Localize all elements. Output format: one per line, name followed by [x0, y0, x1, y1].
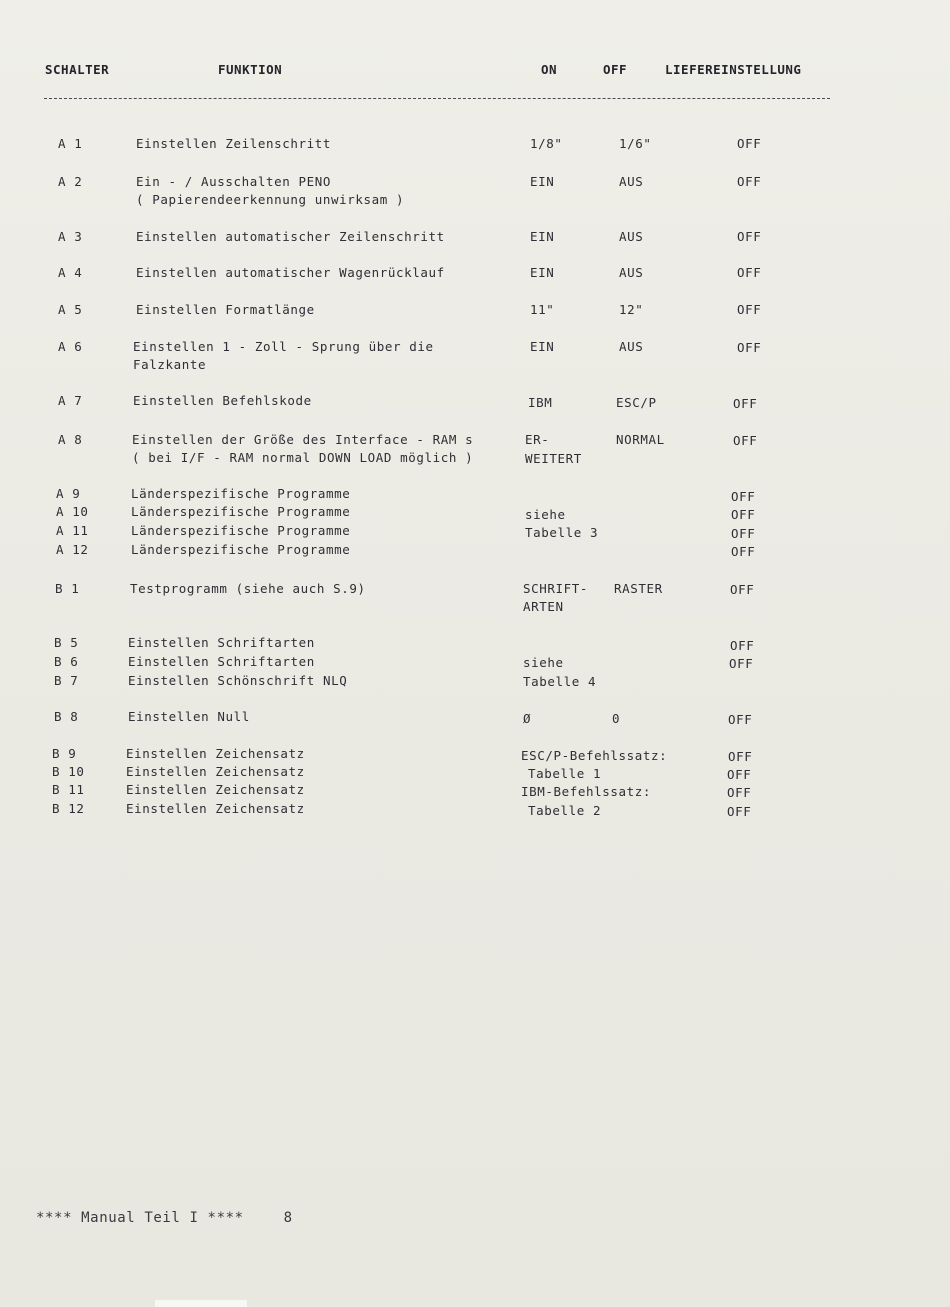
paper-scrap: [155, 1300, 247, 1307]
row-on-value: Tabelle 1: [528, 766, 602, 781]
row-default: OFF: [737, 229, 762, 244]
row-function-line2: ( Papierendeerkennung unwirksam ): [136, 192, 405, 207]
row-function: Länderspezifische Programme: [131, 542, 351, 557]
row-switch: B 1: [55, 581, 80, 596]
row-on-value: SCHRIFT-: [523, 581, 589, 596]
row-function: Länderspezifische Programme: [131, 486, 351, 501]
row-default: OFF: [737, 174, 762, 189]
row-switch: B 7: [54, 673, 79, 688]
row-function: Einstellen Schriftarten: [128, 654, 315, 669]
row-on-value: IBM-Befehlssatz:: [521, 784, 652, 799]
row-function: Einstellen Zeichensatz: [126, 746, 305, 761]
row-function: Einstellen der Größe des Interface - RAM s: [132, 432, 474, 447]
row-off-value: ESC/P: [616, 395, 657, 410]
row-default: OFF: [737, 136, 762, 151]
row-on-value: EIN: [530, 339, 555, 354]
row-switch: A 10: [56, 504, 89, 519]
row-switch: B 9: [52, 746, 77, 761]
row-off-value: 12": [619, 302, 644, 317]
row-function: Länderspezifische Programme: [131, 504, 351, 519]
row-off-value: AUS: [619, 339, 644, 354]
row-switch: B 5: [54, 635, 79, 650]
row-switch: A 11: [56, 523, 89, 538]
row-function: Einstellen Zeichensatz: [126, 801, 305, 816]
row-off-value: AUS: [619, 229, 644, 244]
row-switch: B 11: [52, 782, 85, 797]
row-default: OFF: [730, 638, 755, 653]
footer-title: **** Manual Teil I ****: [36, 1210, 244, 1226]
row-on-value-line2: WEITERT: [525, 451, 582, 466]
header-liefereinstellung: LIEFEREINSTELLUNG: [665, 62, 802, 77]
row-function: Einstellen automatischer Zeilenschritt: [136, 229, 445, 244]
row-on-value: IBM: [528, 395, 553, 410]
row-function: Einstellen 1 - Zoll - Sprung über die: [133, 339, 434, 354]
row-on-value: EIN: [530, 229, 555, 244]
row-function: Einstellen Zeichensatz: [126, 764, 305, 779]
header-divider: [44, 98, 830, 99]
row-function-line2: ( bei I/F - RAM normal DOWN LOAD möglich ): [132, 450, 474, 465]
row-default: OFF: [730, 582, 755, 597]
row-switch: A 1: [58, 136, 83, 151]
row-default: OFF: [737, 340, 762, 355]
row-off-value: RASTER: [614, 581, 663, 596]
row-on-value: EIN: [530, 174, 555, 189]
row-function: Testprogramm (siehe auch S.9): [130, 581, 366, 596]
row-default: OFF: [731, 507, 756, 522]
row-default: OFF: [727, 785, 752, 800]
page-footer: [36, 1210, 293, 1226]
row-function: Einstellen Schönschrift NLQ: [128, 673, 348, 688]
row-off-value: 0: [612, 711, 621, 726]
row-switch: A 6: [58, 339, 83, 354]
header-funktion: FUNKTION: [218, 62, 283, 77]
row-off-value: 1/6": [619, 136, 652, 151]
header-on: ON: [541, 62, 558, 77]
row-default: OFF: [731, 544, 756, 559]
row-function: Einstellen Zeilenschritt: [136, 136, 332, 151]
row-on-value: 1/8": [530, 136, 563, 151]
row-default: OFF: [727, 804, 752, 819]
row-on-value: Tabelle 4: [523, 674, 597, 689]
row-off-value: AUS: [619, 174, 644, 189]
row-on-value: Tabelle 2: [528, 803, 602, 818]
row-on-value: ESC/P-Befehlssatz:: [521, 748, 668, 763]
row-default: OFF: [731, 489, 756, 504]
row-switch: A 4: [58, 265, 83, 280]
header-off: OFF: [603, 62, 628, 77]
row-default: OFF: [731, 526, 756, 541]
row-switch: A 5: [58, 302, 83, 317]
row-switch: A 12: [56, 542, 89, 557]
row-switch: B 6: [54, 654, 79, 669]
row-function: Ein - / Ausschalten PENO: [136, 174, 332, 189]
row-on-value: Ø: [523, 711, 532, 726]
row-on-value: Tabelle 3: [525, 525, 599, 540]
row-function: Einstellen Null: [128, 709, 250, 724]
row-switch: A 9: [56, 486, 81, 501]
row-on-value: ER-: [525, 432, 550, 447]
row-on-value-line2: ARTEN: [523, 599, 564, 614]
row-default: OFF: [737, 302, 762, 317]
row-switch: A 7: [58, 393, 83, 408]
row-default: OFF: [728, 749, 753, 764]
row-function: Einstellen Befehlskode: [133, 393, 312, 408]
row-switch: B 12: [52, 801, 85, 816]
row-switch: A 8: [58, 432, 83, 447]
row-default: OFF: [737, 265, 762, 280]
row-default: OFF: [733, 433, 758, 448]
row-function: Einstellen automatischer Wagenrücklauf: [136, 265, 445, 280]
row-on-value: siehe: [523, 655, 564, 670]
page-number: 8: [283, 1210, 293, 1226]
row-switch: B 10: [52, 764, 85, 779]
row-on-value: EIN: [530, 265, 555, 280]
row-off-value: AUS: [619, 265, 644, 280]
row-off-value: NORMAL: [616, 432, 665, 447]
row-default: OFF: [733, 396, 758, 411]
row-function: Einstellen Zeichensatz: [126, 782, 305, 797]
row-function: Einstellen Schriftarten: [128, 635, 315, 650]
row-switch: A 2: [58, 174, 83, 189]
row-on-value: 11": [530, 302, 555, 317]
row-default: OFF: [728, 712, 753, 727]
row-default: OFF: [729, 656, 754, 671]
row-default: OFF: [727, 767, 752, 782]
row-function: Länderspezifische Programme: [131, 523, 351, 538]
header-schalter: SCHALTER: [45, 62, 110, 77]
row-on-value: siehe: [525, 507, 566, 522]
row-function: Einstellen Formatlänge: [136, 302, 315, 317]
row-function-line2: Falzkante: [133, 357, 207, 372]
row-switch: A 3: [58, 229, 83, 244]
row-switch: B 8: [54, 709, 79, 724]
